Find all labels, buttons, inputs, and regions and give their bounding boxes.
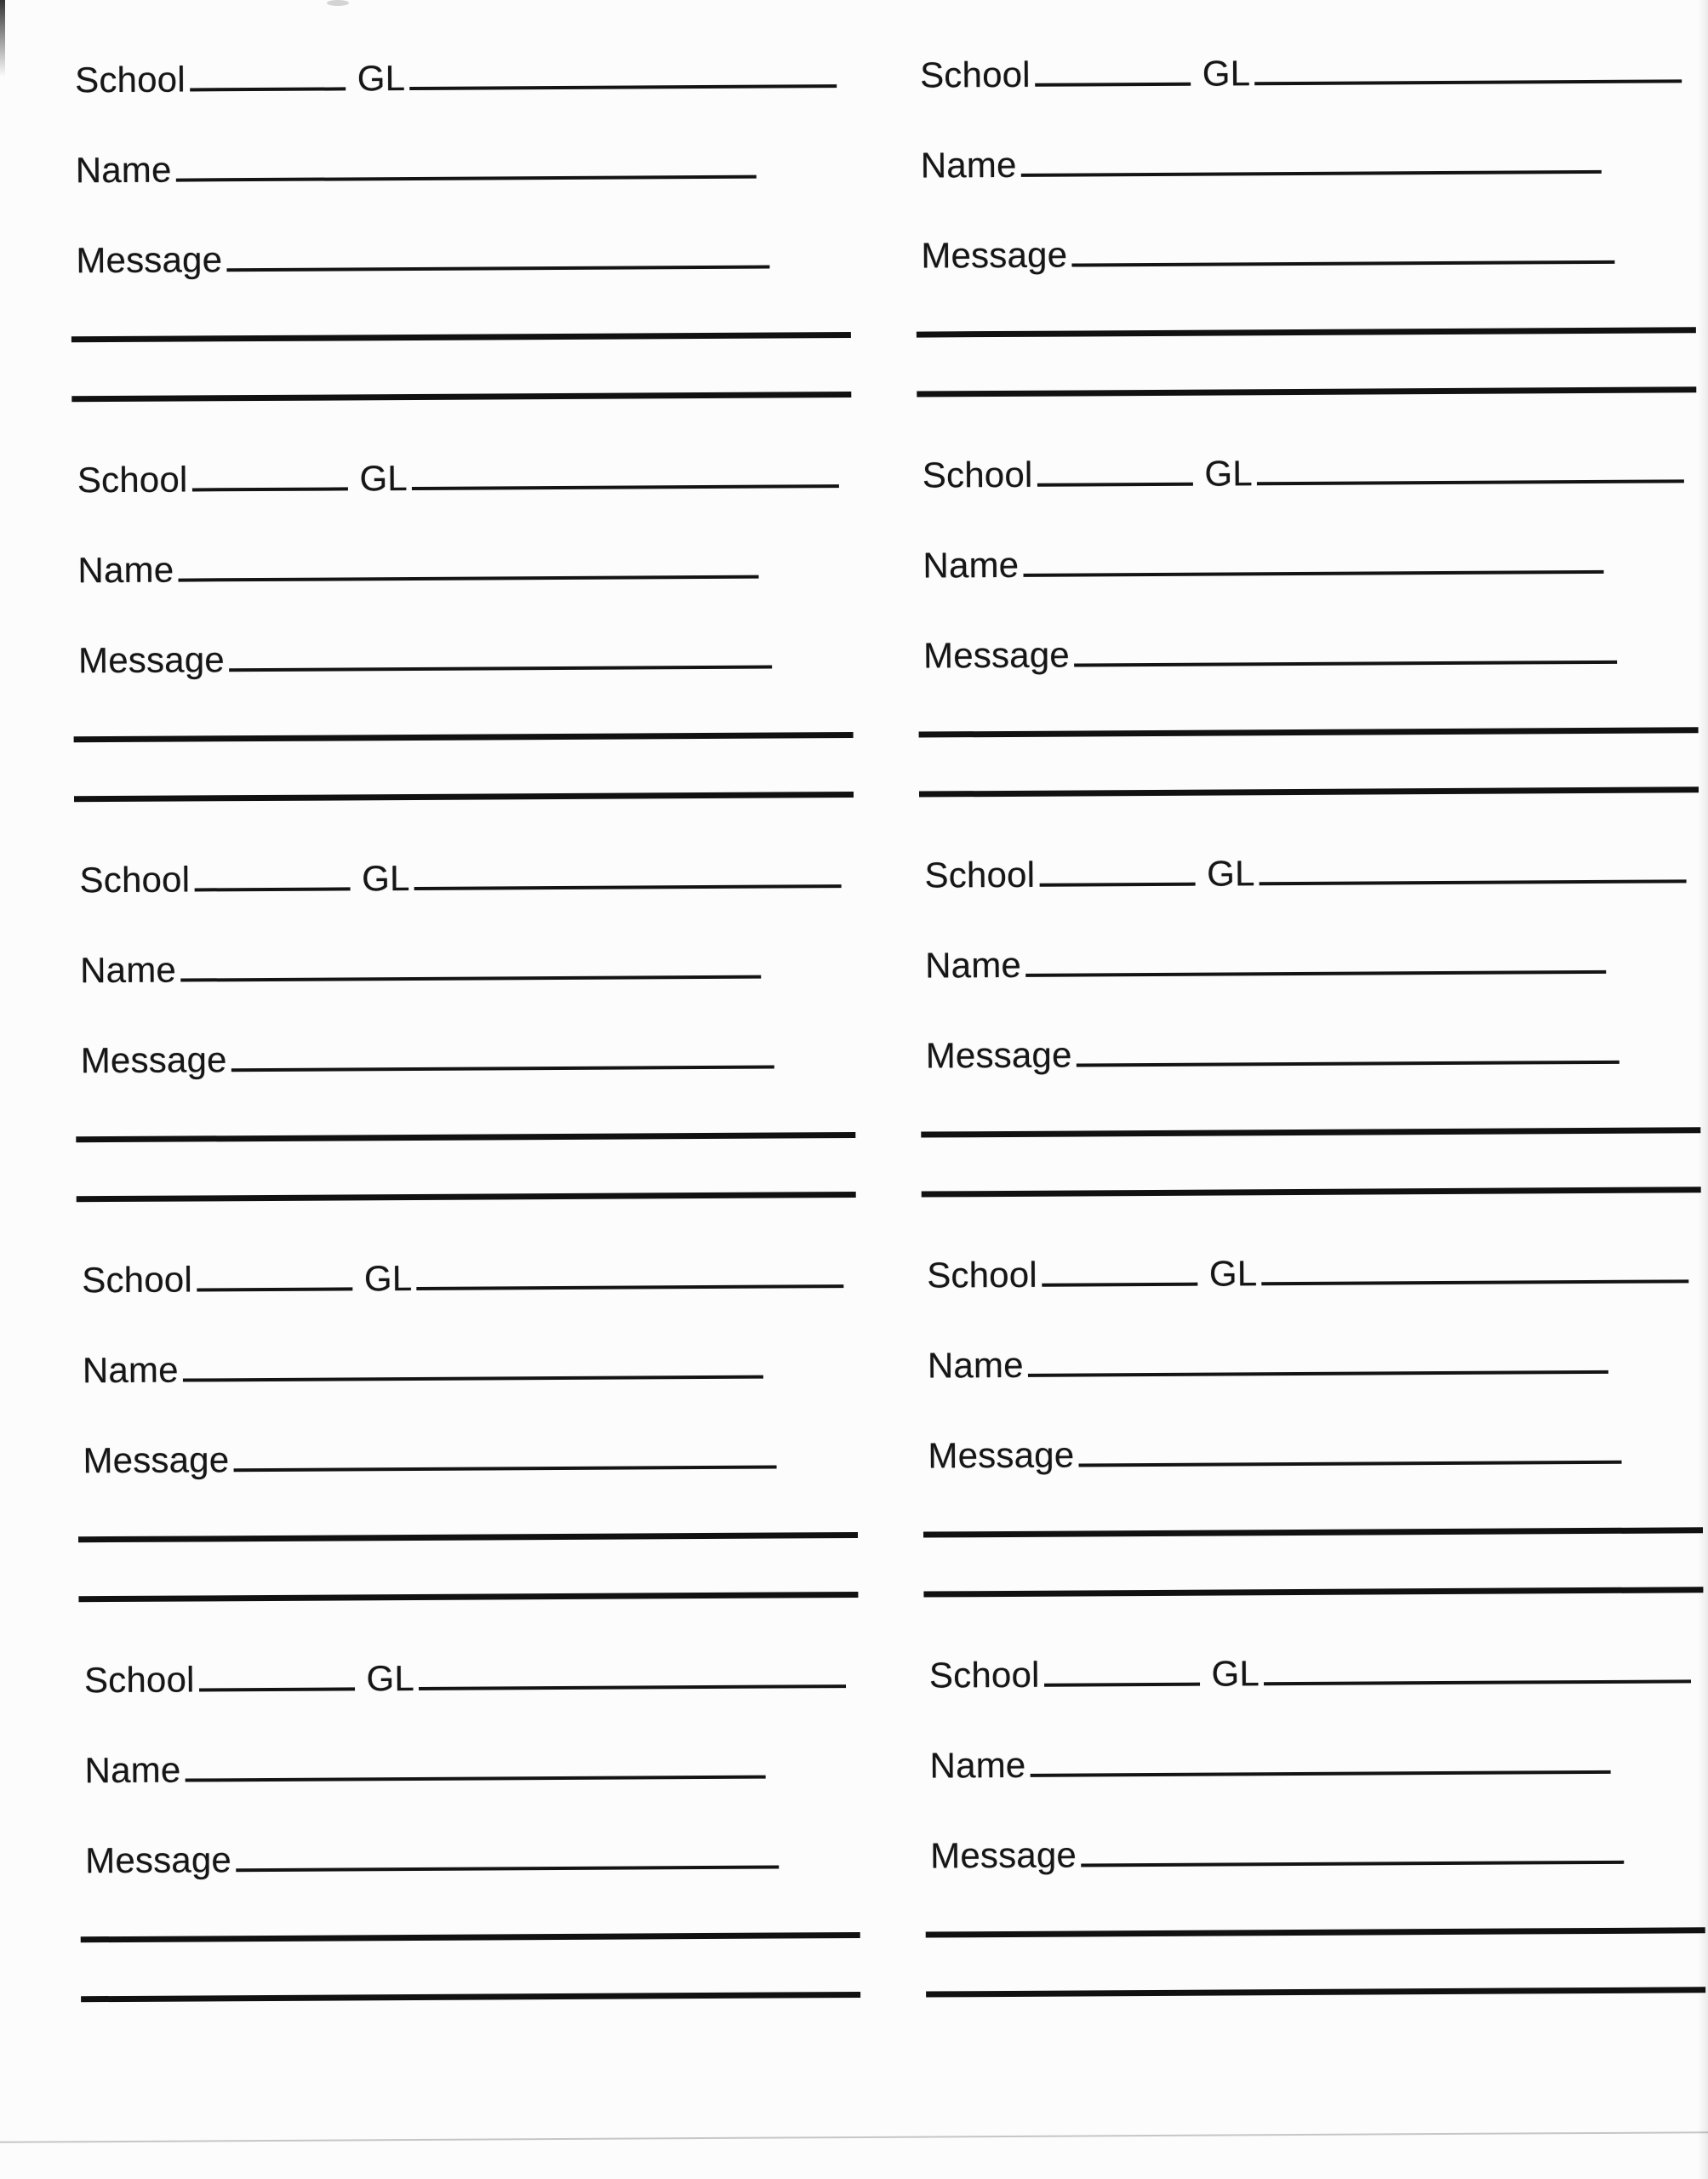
message-slip [79,851,852,1255]
message-fill-line [229,664,772,672]
message-slip [923,446,1695,850]
gl-label: GL [1202,53,1251,94]
message-slip [75,51,848,455]
writing-line [919,786,1699,797]
name-fill-line [178,574,758,582]
message-row [926,1032,1619,1076]
name-label: Name [923,544,1020,586]
message-label: Message [77,639,226,681]
message-fill-line [236,1864,779,1873]
writing-line [923,1587,1703,1597]
message-label: Message [923,634,1071,676]
message-fill-line [233,1464,776,1473]
name-fill-line [1023,569,1603,577]
school-fill-line [199,1685,355,1691]
message-fill-line [1077,1059,1619,1067]
message-slip [929,1646,1702,2050]
school-fill-line [1042,1281,1197,1287]
school-gl-row [924,851,1686,895]
name-label: Name [920,144,1017,186]
message-label: Message [80,1039,227,1081]
message-row [85,1838,779,1881]
writing-line [81,1932,860,1942]
name-label: Name [925,944,1022,986]
writing-line [923,1527,1703,1537]
scan-crease-line [0,2131,1708,2143]
name-fill-line [185,1774,765,1782]
message-slip [82,1251,854,1656]
name-fill-line [1030,1769,1610,1777]
gl-label: GL [359,458,408,499]
school-fill-line [197,1285,352,1291]
name-fill-line [183,1374,763,1382]
message-fill-line [1081,1859,1624,1867]
name-label: Name [929,1744,1026,1786]
writing-line [78,1592,858,1602]
gl-fill-line [1254,77,1682,85]
writing-line [76,1132,855,1142]
name-row [80,947,761,991]
message-label: Message [85,1839,232,1881]
message-row [76,237,769,281]
message-fill-line [231,1064,774,1072]
school-gl-row [84,1656,846,1700]
school-gl-row [77,456,839,500]
name-row [928,1342,1608,1386]
school-gl-row [923,451,1684,495]
name-label: Name [927,1344,1024,1386]
gl-fill-line [1264,1678,1691,1685]
scan-edge-shade [1698,0,1708,2179]
message-slip [84,1651,857,2056]
writing-line [74,732,854,742]
message-row [83,1438,776,1481]
scan-edge-artifact [0,0,5,77]
scan-smudge [327,0,349,6]
writing-line [922,1187,1701,1197]
message-row [81,1038,774,1081]
writing-line [77,1192,856,1202]
school-fill-line [190,85,346,91]
writing-line [926,1927,1705,1937]
message-row [921,232,1614,276]
school-gl-row [75,56,837,100]
gl-fill-line [409,83,837,90]
message-row [78,638,772,681]
gl-label: GL [366,1657,415,1699]
name-label: Name [80,949,177,991]
message-fill-line [1074,659,1617,667]
name-row [83,1347,763,1391]
school-fill-line [1044,1681,1200,1687]
message-slip [920,46,1693,450]
name-label: Name [84,1749,181,1791]
school-label: School [77,459,188,500]
school-gl-row [929,1651,1691,1695]
school-label: School [928,1654,1040,1696]
school-fill-line [194,885,350,891]
message-label: Message [930,1834,1077,1876]
name-fill-line [1021,169,1602,177]
message-slip [77,451,850,855]
gl-label: GL [1208,1253,1258,1294]
writing-line [71,332,851,342]
name-fill-line [1025,969,1606,977]
message-label: Message [925,1034,1072,1076]
message-fill-line [226,264,769,272]
gl-fill-line [419,1683,846,1690]
writing-line [917,386,1696,397]
gl-fill-line [414,883,842,890]
writing-line [917,327,1696,337]
school-gl-row [920,51,1682,94]
school-label: School [79,859,191,901]
gl-label: GL [363,1257,413,1299]
message-fill-line [1071,259,1614,267]
message-fill-line [1078,1459,1621,1467]
writing-line [81,1992,860,2002]
name-row [921,142,1602,186]
message-label: Message [83,1439,230,1481]
name-row [929,1742,1610,1786]
school-fill-line [1035,81,1191,87]
name-label: Name [82,1349,179,1391]
message-label: Message [928,1434,1075,1476]
school-fill-line [1037,481,1193,487]
gl-label: GL [1207,853,1255,894]
writing-line [926,1987,1705,1997]
school-label: School [924,854,1036,895]
school-gl-row [82,1256,843,1300]
school-label: School [927,1254,1038,1295]
message-label: Message [76,239,223,281]
gl-fill-line [1257,478,1684,485]
gl-fill-line [1261,1278,1688,1285]
school-label: School [82,1259,193,1301]
school-label: School [75,59,186,100]
name-row [77,547,758,591]
message-row [928,1433,1621,1476]
name-label: Name [77,549,174,591]
message-row [923,632,1617,676]
name-row [925,942,1606,986]
writing-line [74,792,854,802]
name-fill-line [180,974,761,982]
gl-label: GL [1204,453,1254,494]
gl-fill-line [1260,878,1687,885]
name-fill-line [1028,1369,1608,1377]
message-slip [924,846,1697,1250]
message-slip [927,1246,1699,1650]
gl-label: GL [357,58,406,99]
name-row [76,147,757,191]
gl-label: GL [1211,1653,1260,1694]
writing-line [78,1532,858,1542]
message-label: Message [921,234,1068,276]
school-fill-line [1039,881,1195,887]
writing-line [919,727,1699,737]
school-gl-row [79,856,841,900]
school-label: School [83,1659,195,1701]
message-row [930,1833,1624,1876]
writing-line [71,392,851,402]
school-gl-row [927,1251,1688,1295]
school-fill-line [192,485,348,491]
school-label: School [922,454,1033,495]
writing-line [921,1127,1700,1137]
gl-label: GL [362,858,410,899]
gl-fill-line [416,1283,843,1290]
name-fill-line [176,174,757,182]
name-row [84,1747,765,1791]
gl-fill-line [412,483,839,490]
school-label: School [920,54,1031,95]
name-row [923,542,1603,586]
name-label: Name [75,149,172,191]
